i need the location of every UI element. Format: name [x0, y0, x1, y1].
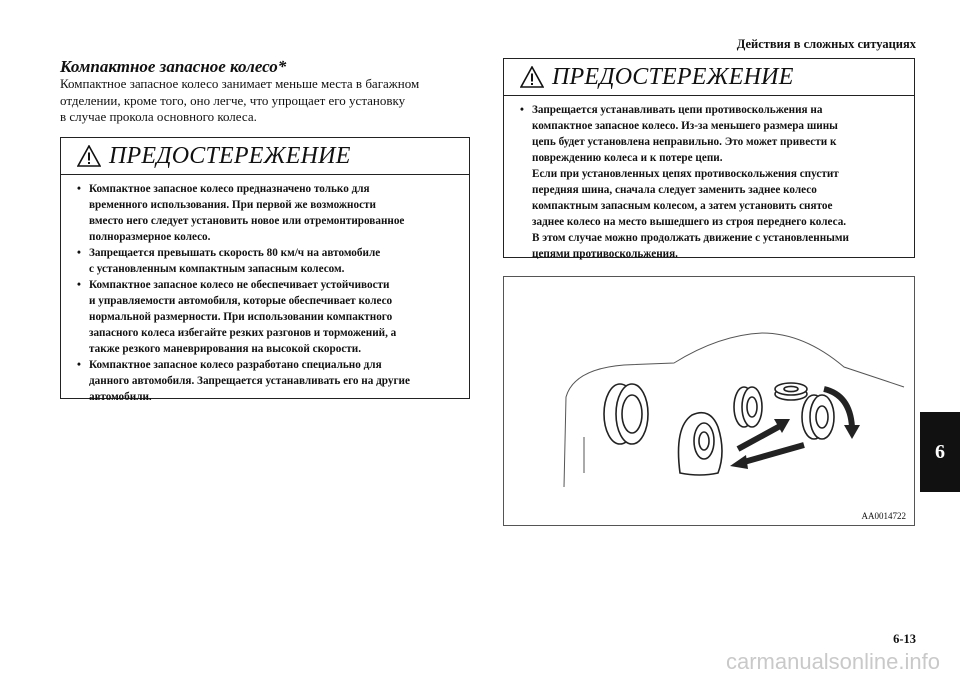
intro-line: в случае прокола основного колеса.: [60, 109, 257, 124]
warning-item-line: Запрещается устанавливать цепи противоскольжения на: [532, 104, 823, 116]
figure-code: AA0014722: [861, 511, 906, 521]
watermark: carmanualsonline.info: [725, 649, 940, 674]
warning-item-line: заднее колесо на место вышедшего из строя переднего колеса.: [532, 216, 847, 228]
warning-item-line: цепь будет установлена неправильно. Это может привести к: [532, 136, 837, 148]
warning-item-line: Запрещается превышать скорость 80 км/ч на автомобиле: [89, 247, 381, 259]
warning-item-line: нормальной размерности. При использовании компактного: [89, 311, 393, 323]
warning-item: [518, 102, 902, 262]
warning-item: [75, 357, 457, 405]
warning-item-line: также резкого маневрирования на высокой скорости.: [89, 343, 362, 355]
rear-wheel: [604, 384, 648, 444]
flat-tire: [679, 413, 723, 475]
warning-title: ПРЕДОСТЕРЕЖЕНИЕ: [552, 63, 794, 90]
front-wheel: [802, 395, 834, 439]
warning-item-line: автомобили.: [89, 391, 152, 403]
warning-item-line: вместо него следует установить новое или отремонтированное: [89, 215, 405, 227]
warning-title: ПРЕДОСТЕРЕЖЕНИЕ: [109, 142, 351, 169]
compact-spare-wheel: [734, 387, 762, 427]
warning-item-line: Компактное запасное колесо разработано специально для: [89, 359, 382, 371]
intro-paragraph: [60, 76, 470, 126]
intro-line: отделении, кроме того, оно легче, что упрощает его установку: [60, 92, 406, 108]
car-wheels-diagram: [504, 277, 914, 525]
spare-tire-top: [775, 383, 807, 400]
page-header-title: Действия в сложных ситуациях: [736, 37, 916, 51]
warning-item-line: Если при установленных цепях противоскольжения спустит: [532, 168, 839, 180]
warning-box-right: [503, 58, 915, 258]
warning-item-line: запасного колеса избегайте резких разгонов и торможений, а: [89, 327, 397, 339]
bullet-icon: •: [77, 279, 81, 291]
warning-item-line: компактное запасное колесо. Из-за меньшего размера шины: [532, 120, 838, 132]
arrow-to-rear: [744, 445, 804, 462]
warning-triangle-icon: [520, 66, 544, 88]
warning-item-line: полноразмерное колесо.: [89, 231, 211, 243]
chapter-tab: 6: [920, 412, 960, 492]
warning-box-left: [60, 137, 470, 403]
warning-item-line: Компактное запасное колесо не обеспечивает устойчивости: [89, 279, 390, 291]
warning-item-line: Компактное запасное колесо предназначено только для: [89, 183, 370, 195]
arrow-curved-head: [844, 425, 860, 439]
warning-header: [61, 138, 469, 175]
bullet-icon: •: [520, 104, 524, 116]
warning-item-line: данного автомобиля. Запрещается устанавливать его на другие: [89, 375, 410, 387]
warning-header: [504, 59, 914, 96]
warning-item-line: временного использования. При первой же возможности: [89, 199, 376, 211]
warning-item: [75, 277, 457, 357]
arrow-to-front: [738, 425, 782, 449]
warning-body: [61, 175, 469, 411]
warning-item-line: передняя шина, сначала следует заменить заднее колесо: [532, 184, 817, 196]
bullet-icon: •: [77, 247, 81, 259]
warning-triangle-icon: [77, 145, 101, 167]
page-number: 6-13: [893, 632, 916, 646]
intro-line: Компактное запасное колесо занимает меньше места в багажном: [60, 76, 420, 91]
arrow-to-rear-head: [730, 455, 748, 469]
warning-item-line: повреждению колеса и к потере цепи.: [532, 152, 723, 164]
section-title: Компактное запасное колесо*: [60, 57, 287, 76]
warning-item-line: В этом случае можно продолжать движение с установленными: [532, 232, 849, 244]
warning-item-line: компактным запасным колесом, а затем установить снятое: [532, 200, 833, 212]
bullet-icon: •: [77, 359, 81, 371]
warning-item-line: с установленным компактным запасным колесом.: [89, 263, 345, 275]
warning-item: [75, 181, 457, 245]
warning-item: [75, 245, 457, 277]
warning-body: [504, 96, 914, 268]
bullet-icon: •: [77, 183, 81, 195]
warning-item-line: цепями противоскольжения.: [532, 248, 678, 260]
wheel-swap-illustration: [503, 276, 915, 526]
warning-item-line: и управляемости автомобиля, которые обеспечивает колесо: [89, 295, 393, 307]
